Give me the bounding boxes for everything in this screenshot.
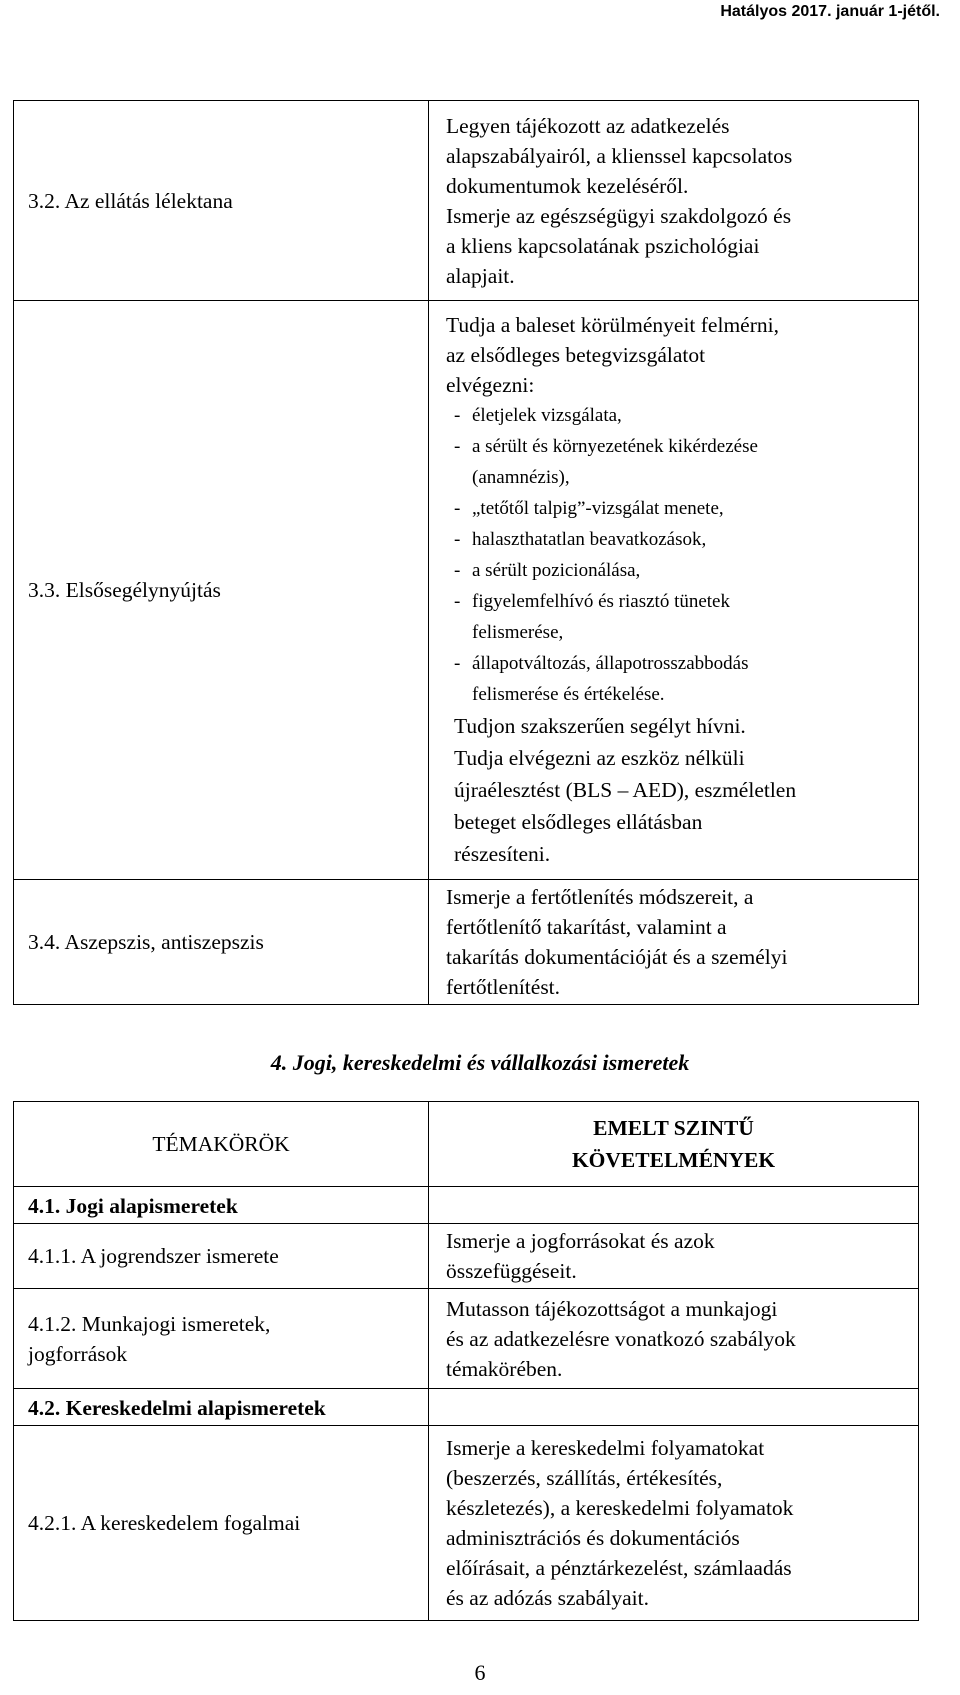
topic-cell: 3.4. Aszepszis, antiszepszis: [14, 880, 429, 1005]
table-row: [14, 880, 919, 1005]
text-line: újraélesztést (BLS – AED), eszméletlen: [454, 778, 797, 802]
group-heading: 4.2. Kereskedelmi alapismeretek: [14, 1389, 429, 1426]
table-row: [14, 101, 919, 301]
text-line: Ismerje a fertőtlenítés módszereit, a: [446, 885, 754, 909]
effective-date-header: Hatályos 2017. január 1-jétől.: [720, 3, 940, 20]
requirements-table-3: [13, 100, 919, 1005]
text-line: Legyen tájékozott az adatkezelés: [446, 113, 730, 138]
text-line: alapjait.: [446, 263, 515, 288]
requirement-cell: [429, 101, 919, 301]
list-item: - halaszthatatlan beavatkozások,: [454, 529, 707, 550]
text-line: fertőtlenítő takarítást, valamint a: [446, 915, 727, 939]
list-item: - figyelemfelhívó és riasztó tünetek felismerése,: [454, 591, 730, 643]
list-item: - a sérült és környezetének kikérdezése (anamnézis),: [454, 436, 758, 488]
column-header-requirements: EMELT SZINTŰ KÖVETELMÉNYEK: [429, 1102, 919, 1187]
text-line: dokumentumok kezeléséről.: [446, 173, 689, 198]
topic-cell: 3.3. Elsősegélynyújtás: [14, 301, 429, 880]
page-number: 6: [474, 1660, 486, 1685]
requirement-cell: Ismerje a jogforrásokat és azok összefüggéseit.: [429, 1224, 919, 1289]
table-row: [14, 1389, 919, 1426]
text-line: elvégezni:: [446, 373, 535, 397]
text-line: a kliens kapcsolatának pszichológiai: [446, 233, 760, 258]
text-line: Ismerje az egészségügyi szakdolgozó és: [446, 203, 792, 228]
requirement-cell: [429, 301, 919, 880]
empty-cell: [429, 1389, 919, 1426]
column-header-topics: TÉMAKÖRÖK: [14, 1102, 429, 1187]
topic-cell: 3.2. Az ellátás lélektana: [14, 101, 429, 301]
requirement-cell: Ismerje a kereskedelmi folyamatokat (beszerzés, szállítás, értékesítés, készletezés), a kereskedelmi folyamatok adminisztrációs és dokumentációs előírásait, a pénztárkezelést, számlaadás és az adózás szabályait.: [429, 1426, 919, 1621]
list-item: - állapotváltozás, állapotrosszabbodás felismerése és értékelése.: [454, 653, 749, 705]
text-line: alapszabályairól, a klienssel kapcsolatos: [446, 143, 793, 168]
requirements-table-4: [13, 1101, 919, 1621]
list-item: - „tetőtől talpig”-vizsgálat menete,: [454, 498, 724, 519]
text-line: az elsődleges betegvizsgálatot: [446, 343, 706, 367]
table-row: [14, 1289, 919, 1389]
group-heading: 4.1. Jogi alapismeretek: [14, 1187, 429, 1224]
topic-cell: 4.1.1. A jogrendszer ismerete: [14, 1224, 429, 1289]
text-line: Tudjon szakszerűen segélyt hívni.: [454, 714, 746, 738]
section-title: 4. Jogi, kereskedelmi és vállalkozási ismeretek: [270, 1050, 690, 1075]
list-item: - a sérült pozicionálása,: [454, 560, 641, 581]
text-line: Tudja a baleset körülményeit felmérni,: [446, 313, 779, 337]
topic-cell: 4.2.1. A kereskedelem fogalmai: [14, 1426, 429, 1621]
table-row: [14, 1187, 919, 1224]
text-line: takarítás dokumentációját és a személyi: [446, 945, 788, 969]
table-row: [14, 301, 919, 880]
requirement-cell: Mutasson tájékozottságot a munkajogi és az adatkezelésre vonatkozó szabályok témakörében.: [429, 1289, 919, 1389]
topic-cell: 4.1.2. Munkajogi ismeretek, jogforrások: [14, 1289, 429, 1389]
text-line: beteget elsődleges ellátásban: [454, 810, 703, 834]
table-row: [14, 1224, 919, 1289]
text-line: Tudja elvégezni az eszköz nélküli: [454, 746, 745, 770]
requirement-cell: [429, 880, 919, 1005]
text-line: fertőtlenítést.: [446, 975, 561, 999]
empty-cell: [429, 1187, 919, 1224]
text-line: részesíteni.: [454, 842, 551, 866]
list-item: - életjelek vizsgálata,: [454, 405, 622, 426]
table-header-row: [14, 1102, 919, 1187]
table-row: [14, 1426, 919, 1621]
